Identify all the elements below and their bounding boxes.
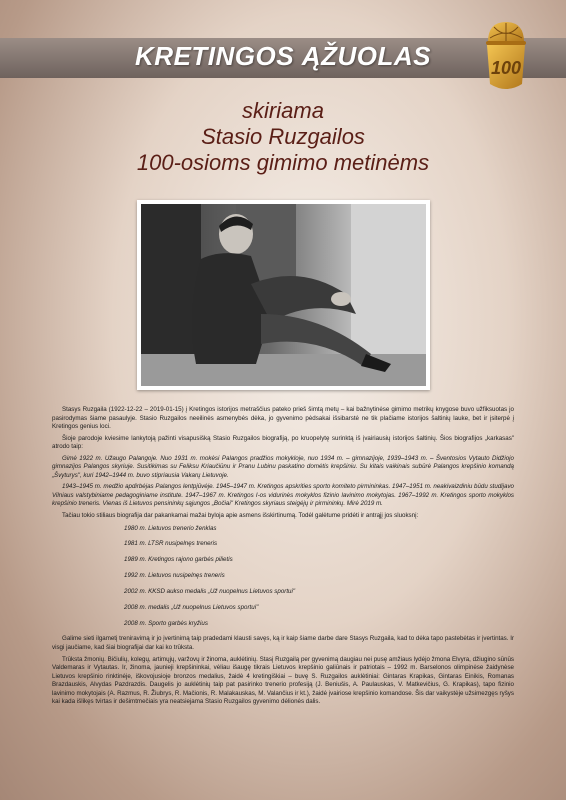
award-item: 1989 m. Kretingos rajono garbės pilietis (124, 556, 233, 564)
award-item: 2008 m. medalis „Už nuopelnus Lietuvos sportui" (124, 603, 259, 611)
paragraph-people: Trūksta žmonių. Bičiulių, kolegų, artimųjų, varžovų ir žinoma, auklėtinių. Stasį Ruzgailą per gyvenimą daugiau nei pusę amžiaus lydėjo žmona Elvyra, džiugino sūnūs Valdemaras ir Vytautas. Ir, žinoma, jaunieji krepšininkai, vėliau išaugę tikrais Lietuvos krepšinio galiūnais ir patriotais – 1992 m. Barselonos olimpinėse žaidynėse Lietuvos krepšinio rinktinėje, iškovojusioje bronzos medalius, žaidė 4 kretingiškiai – buvę S. Ruzgailos auklėtiniai: Gintaras Krapikas, Gintaras Einikis, Romanas Brazdauskis, Alvydas Pazdrazdis. Daugelis jo auklėtinių taip pat pasirinko trenerio profesiją (J. Beniušis, A. Paulauskas, V. Matkevičius, G. Krapikas), tapo fizinio lavinimo mokytojais (A. Razmus, R. Žiubrys, R. Mačionis, R. Malakauskas, M. Valančius ir kt.), žaidė įvairiose krepšinio komandose. Šis dar vaikystėje užsimezgęs ryšys kai kada išlikęs tvirtas ir dešimtmečiais yra neatsiejama Stasio Ruzgailos gyvenimo dėlionės dalis. (52, 655, 514, 706)
body-text (52, 406, 514, 710)
subtitle-line-2: Stasio Ruzgailos (201, 124, 365, 149)
award-item: 1980 m. Lietuvos trenerio ženklas (124, 524, 217, 532)
paragraph-second-layer: Tačiau tokio stiliaus biografija dar pakankamai mažai byloja apie asmens išskirtinumą. Todėl galėtume pridėti ir antrąjį jos sluoksnį: (62, 512, 419, 520)
acorn-basketball-logo-icon (484, 18, 528, 94)
paragraph-bio-career: 1943–1945 m. medžio apdirbėjas Palangos lentpjūvėje. 1945–1947 m. Kretingos apskrities sporto komiteto pirmininkas. 1947–1951 m. neakivaizdiniu būdu studijavo Vilniaus valstybiniame pedagoginiame institute. 1947–1967 m. Kretingos I-os vidurinės mokyklos fizinio lavinimo mokytojas. 1967–1992 m. Kretingos sporto mokyklos krepšinio treneris. Vienas iš Lietuvos pensininkų sąjungos „Bočiai" Kretingos skyriaus steigėjų ir pirmininkų. Mirė 2019 m. (52, 483, 514, 508)
subtitle-line-1: skiriama (242, 98, 324, 123)
paragraph-evaluation: Galime sieti ilgametį treniravimą ir jo įvertinimą taip pradedami klausti savęs, ką ir kaip šiame darbe dare Stasys Ruzgaila, kad to dėka tapo pastebėtas ir įvertintas. Ir visgi jaučiame, kad šiai biografijai dar kai ko trūksta. (52, 635, 514, 652)
award-item: 2002 m. KKSD aukso medalis „Už nuopelnus Lietuvos sportui" (124, 587, 296, 595)
award-item: 2008 m. Sporto garbės kryžius (124, 619, 208, 627)
page-title: KRETINGOS ĄŽUOLAS (135, 41, 431, 71)
logo-number: 100 (490, 58, 522, 78)
paragraph-exhibition: Šioje parodoje kviesime lankytoją pažinti visapusišką Stasio Ruzgailos biografiją, po kruopelytę surinktą iš įvairiausių istorijos šaltinių. Šios biografijos „karkasas" atrodo taip: (52, 434, 514, 451)
paragraph-bio-early: Gimė 1922 m. Užaugo Palangoje. Nuo 1931 m. mokėsi Palangos pradžios mokykloje, nuo 1934 m. – gimnazijoje, 1939–1943 m. – Šventosios Vytauto Didžiojo gimnazijos Palangos skyriuje. Susitikimas su Feliksu Kriaučiūnu ir Pranu Lubinu paskatino domėtis krepšiniu. Su kitais vaikinais subūrė Palangos krepšinio komandą „Švyturys", kuri 1942–1944 m. buvo stipriausia Vakarų Lietuvoje. (52, 454, 514, 479)
subtitle (0, 98, 566, 176)
award-item: 1981 m. LTSR nusipelnęs treneris (124, 540, 218, 548)
award-item: 1992 m. Lietuvos nusipelnęs treneris (124, 572, 225, 580)
subtitle-line-3: 100-osioms gimimo metinėms (136, 150, 430, 175)
portrait-photo (137, 200, 430, 390)
awards-list (124, 525, 514, 629)
paragraph-intro: Stasys Ruzgaila (1922-12-22 – 2019-01-15) į Kretingos istorijos metraščius pateko prieš šimtą metų – kai bažnytinėse gimimo metrikų knygose buvo užfiksuotas jo pasirodymas šiame pasaulyje. Stasio Ruzgailos neeilinės asmenybės dėka, jo gyvenimo pėdsakai išsibarstė ne tik plačiame istorijos šaltinių lauke, bet ir įsiterpė į Kretingos genius loci. (52, 406, 514, 431)
